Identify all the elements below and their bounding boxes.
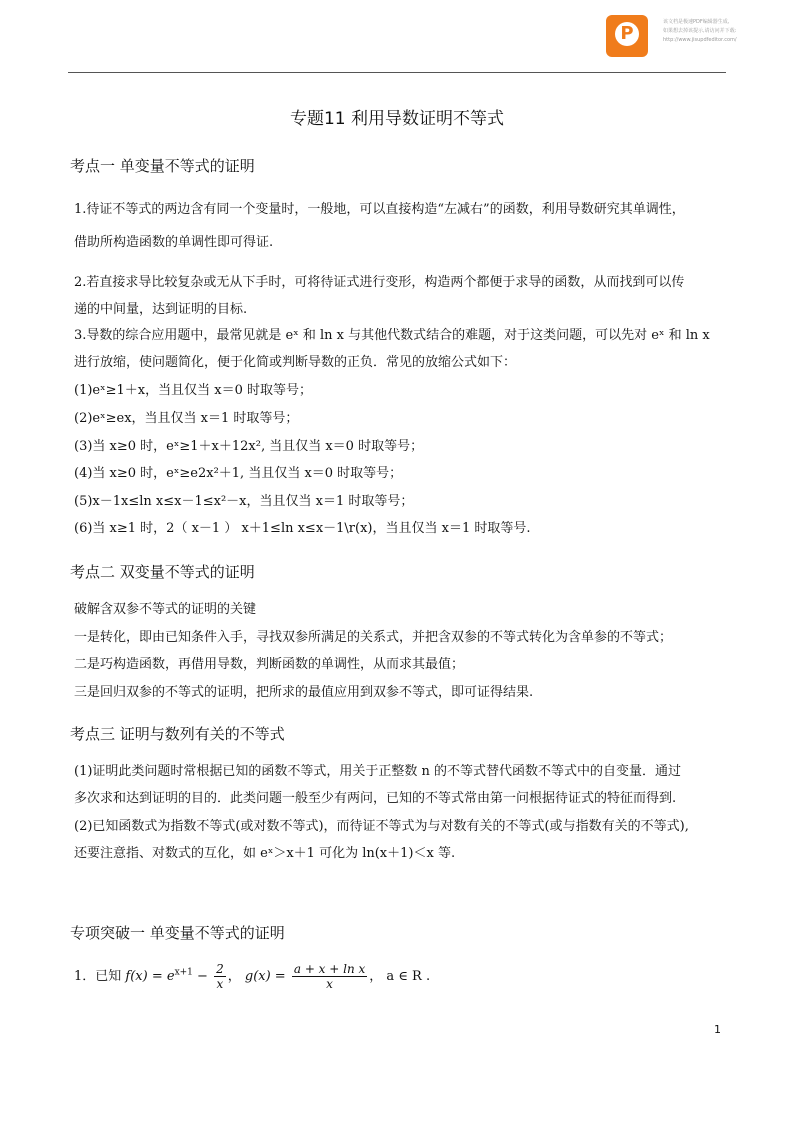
section-heading: 考点一 单变量不等式的证明 xyxy=(70,157,255,175)
formula-line: (5)x－1x≤ln x≤x－1≤x²－x，当且仅当 x＝1 时取等号； xyxy=(74,494,414,509)
doc-title: 专题11 利用导数证明不等式 xyxy=(289,109,505,129)
formula-line: (6)当 x≥1 时，2（ x－1 ） x＋1≤ln x≤x－1\r(x)，当且仅当 x＝1 时取等号. xyxy=(74,521,531,536)
watermark-note xyxy=(663,18,788,45)
page-number: 1 xyxy=(714,1023,721,1036)
formula-line: (3)当 x≥0 时，eˣ≥1＋x＋12x²‚ 当且仅当 x＝0 时取等号； xyxy=(74,439,424,454)
fraction-numerator: a + x + ln x xyxy=(293,962,366,976)
formula-line: (2)eˣ≥ex，当且仅当 x＝1 时取等号； xyxy=(74,411,299,426)
paragraph-line: 三是回归双参的不等式的证明，把所求的最值应用到双参不等式，即可证得结果. xyxy=(74,685,534,700)
problem-1-statement xyxy=(74,962,430,991)
f-exponent: x+1 xyxy=(174,967,193,978)
f-definition: f(x) = e xyxy=(125,969,175,984)
paragraph-line: 3.导数的综合应用题中，最常见就是 eˣ 和 ln x 与其他代数式结合的难题，对于这类问题，可以先对 eˣ 和 ln x xyxy=(74,328,710,343)
paragraph-line: (1)证明此类问题时常根据已知的函数不等式，用关于正整数 n 的不等式替代函数不等式中的自变量．通过 xyxy=(74,764,682,779)
formula-line: (1)eˣ≥1＋x，当且仅当 x＝0 时取等号； xyxy=(74,383,312,398)
paragraph-line: (2)已知函数式为指数不等式(或对数不等式)，而待证不等式为与对数有关的不等式(或与指数有关的不等式), xyxy=(74,819,689,834)
watermark-line: 如果想去掉该提示,请访问并下载: xyxy=(663,28,737,34)
problem-tail: ， a ∈ R . xyxy=(369,969,431,984)
watermark-link[interactable]: http://www.jisupdfeditor.com/ xyxy=(663,37,737,43)
section-heading: 考点三 证明与数列有关的不等式 xyxy=(70,725,285,743)
header-rule xyxy=(68,72,726,73)
paragraph-line: 2.若直接求导比较复杂或无从下手时，可将待证式进行变形，构造两个都便于求导的函数，从而找到可以传 xyxy=(74,275,685,290)
paragraph-line: 递的中间量，达到证明的目标. xyxy=(74,302,248,317)
logo-letter: P xyxy=(620,23,634,44)
g-definition: g(x) = xyxy=(244,969,290,984)
paragraph-line: 1.待证不等式的两边含有同一个变量时，一般地，可以直接构造“左减右”的函数，利用导数研究其单调性， xyxy=(74,202,685,217)
fraction xyxy=(292,962,367,991)
paragraph-line: 破解含双参不等式的证明的关键 xyxy=(74,602,257,617)
watermark-line: 该文档是极速PDF编辑器生成, xyxy=(663,19,730,25)
fraction-denominator: x xyxy=(216,977,224,991)
section-heading: 考点二 双变量不等式的证明 xyxy=(70,563,255,581)
formula-line: (4)当 x≥0 时，eˣ≥e2x²＋1, 当且仅当 x＝0 时取等号； xyxy=(74,466,403,481)
paragraph-line: 二是巧构造函数，再借用导数，判断函数的单调性，从而求其最值； xyxy=(74,657,465,672)
paragraph-line: 还要注意指、对数式的互化，如 eˣ＞x＋1 可化为 ln(x＋1)＜x 等. xyxy=(74,846,456,861)
paragraph-line: 多次求和达到证明的目的．此类问题一般至少有两问，已知的不等式常由第一问根据待证式的特征而得到. xyxy=(74,791,677,806)
paragraph-line: 借助所构造函数的单调性即可得证. xyxy=(74,235,274,250)
paragraph-line: 一是转化，即由已知条件入手，寻找双参所满足的关系式，并把含双参的不等式转化为含单参的不等式； xyxy=(74,630,673,645)
minus-sign: − xyxy=(192,969,213,984)
fraction-denominator: x xyxy=(326,977,333,991)
fraction xyxy=(214,962,226,991)
separator: ， xyxy=(227,969,241,984)
paragraph-line: 进行放缩，使问题简化，便于化简或判断导数的正负．常见的放缩公式如下： xyxy=(74,355,517,370)
section-heading: 专项突破一 单变量不等式的证明 xyxy=(70,924,285,942)
fraction-numerator: 2 xyxy=(216,962,224,976)
problem-prefix: 1．已知 xyxy=(74,969,122,984)
pdf-editor-logo xyxy=(606,15,648,57)
